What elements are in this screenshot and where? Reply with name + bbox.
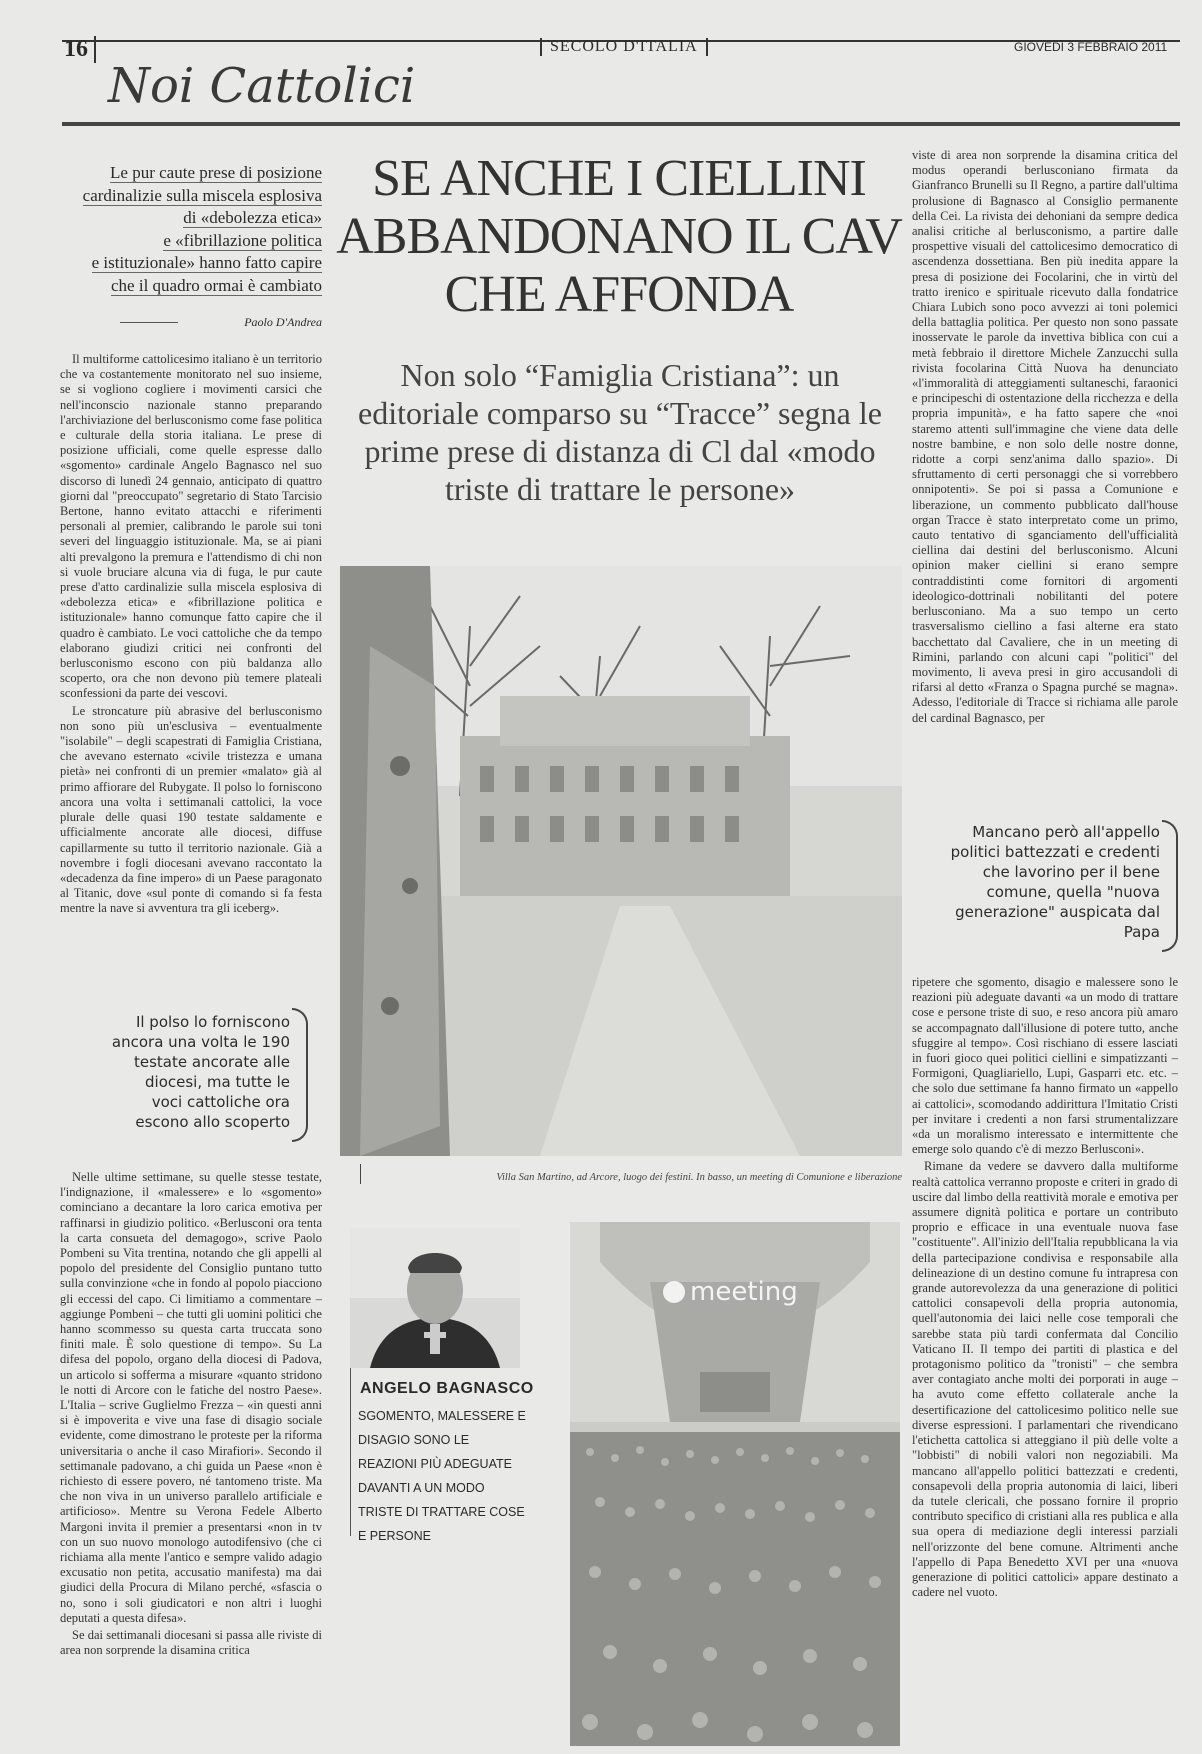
kicker-line: che il quadro ormai è cambiato (111, 275, 322, 295)
section-rule (62, 122, 1180, 126)
author-name: Paolo D'Andrea (244, 315, 322, 329)
kicker-line: cardinalizie sulla miscela esplosiva (82, 185, 322, 205)
section-title: Noi Cattolici (108, 58, 416, 114)
subheadline: Non solo “Famiglia Cristiana”: un editoriale comparso su “Tracce” segna le prime prese di distanza di Cl dal «modo triste di trattare le persone» (358, 357, 882, 507)
portrait-image (350, 1228, 520, 1368)
kicker-line: e «fibrillazione politica (163, 230, 322, 250)
pull-quote: Mancano però all'appello politici battezzati e credenti che lavorino per il bene comune, quella "nuova generazione" auspicata dal Papa (950, 823, 1160, 941)
dateline: GIOVEDÌ 3 FEBBRAIO 2011 (1014, 40, 1168, 54)
bagnasco-photo (350, 1228, 520, 1368)
meeting-image (570, 1222, 900, 1746)
pull-quote: Il polso lo forniscono ancora una volta le 190 testate ancorate alle diocesi, ma tutte le voci cattoliche ora escono allo scoperto (111, 1013, 290, 1131)
kicker-line: di «debolezza etica» (183, 208, 322, 227)
byline (180, 315, 322, 330)
kicker-line: e istituzionale» hanno fatto capire (91, 253, 322, 272)
kicker-line: Le pur caute prese di posizione (110, 163, 322, 182)
quote-speaker: ANGELO BAGNASCO (360, 1380, 534, 1397)
article-column-4-bottom (912, 975, 1178, 1602)
paragraph: ripetere che sgomento, disagio e malessere sono le reazioni più adeguate davanti «a un modo di trattare cose e persone triste di suo, e reso ancora più amaro se accompagnato dall'illusione di potere tutto, anche sfuggire al tempo». Così rischiano di essere lasciati in fuori gioco quei politici ciellini e simpatizzanti – Formigoni, Quagliariello, Lupi, Gasparri etc. etc. – che solo due settimane fa hanno firmato un «appello ai cattolici», scomodando addirittura l'Imitatio Cristi per invitare i credenti a non farsi strumentalizzare «da un moralismo interessato e intermittente che emerge solo quando c'è di mezzo Berlusconi». (912, 975, 1178, 1157)
masthead: SECOLO D'ITALIA (540, 38, 708, 56)
page-number: 16 (64, 36, 96, 63)
paragraph: Nelle ultime settimane, su quelle stesse testate, l'indignazione, il «malessere» e lo «sgomento» cominciano a decantare la loro carica emotiva per raffinarsi in giudizio politico. «Berlusconi ora tenta la carta consueta del demagogo», scrive Paolo Pombeni su Vita trentina, notando che gli appelli al popolo del presidente del Consiglio puntano tutto sulla convinzione «che in fondo al popolo piacciono gli eccessi del capo. Ci limitiamo a commentare – aggiunge Pombeni – che tutti gli uomini politici che hanno scommesso su questa carta truccata sono finiti male. È solo questione di tempo». Su La difesa del popolo, organo della diocesi di Padova, un articolo si sofferma a misurare «quanto stridono le notti di Arcore con le fatiche del nostro Paese». L'Italia – scrive Guglielmo Frezza – «in questi anni si è impoverita e vive una fase di disagio sociale evidente, come dimostrano le proteste per la riforma universitaria o anche il caso Mirafiori». Secondo il settimanale padovano, a chi guida un Paese «non è richiesto di essere povero, né tantomeno triste. Ma che non viva in un universo parallelo artificiale e artificioso». Mentre su Verona Fedele Alberto Margoni invita il premier a presentarsi «non in tv con un suo nuovo monologo autodifensivo (che ci richiama alla mente l'antico e sempre valido adagio excusatio non petita, accusatio manifesta) ma dai giudici della Procura di Milano perché, «sfascia o no, sono i soli giudicatori e non altri i luoghi deputati a questa difesa». (60, 1170, 322, 1625)
meeting-sign: meeting (690, 1277, 798, 1307)
paragraph: Le stroncature più abrasive del berlusconismo non sono più un'esclusiva – eventualmente "isolabile" – degli scapestrati di Famiglia Cristiana, che avevano esternato «civile tristezza e umana pietà» nei confronti di un premier «malato» già al primo affiorare del Rubygate. Il polso lo forniscono ancora una volta i settimanali cattolici, la voce plurale delle quasi 190 testate saldamente e ufficialmente ancorate alle diocesi, diffuse capillarmente su tutto il territorio nazionale. Già a novembre i fogli diocesani avevano raccontato la «decadenza da fine impero» di un Paese paragonato al Titanic, dove «sul ponte di comando si fa festa mentre la nave si avventura tra gli iceberg». (60, 703, 322, 916)
speaker-quote: SGOMENTO, MALESSERE E DISAGIO SONO LE REAZIONI PIÙ ADEGUATE DAVANTI A UN MODO TRISTE DI TRATTARE COSE E PERSONE (358, 1409, 526, 1543)
paragraph: Il multiforme cattolicesimo italiano è un territorio che va costantemente monitorato nel suo insieme, se si vogliono cogliere i movimenti carsici che nell'inconscio nazionale stanno preparando l'archiviazione del berlusconismo come fase politica e culturale della storia italiana. Le prese di posizione ufficiali, come quelle espresse dallo «sgomento» cardinale Angelo Bagnasco nel suo discorso di lunedì 24 gennaio, anticipato di quattro giorni dal "preoccupato" segretario di Stato Tarcisio Bertone, hanno evitato attacchi e riferimenti personali al premier, calibrando le parole sui toni severi del linguaggio istituzionale. Ma, se ai piani alti prevalgono la premura e l'attendismo di chi non si vuole bruciare alcuna via di fuga, le pur caute prese d'atto cardinalizie sulla miscela esplosiva di «debolezza etica» e «fibrillazione politica e istituzionale» hanno comunque fatto capire che il quadro è cambiato. Le voci cattoliche che da tempo elaborano giudizi critici nei confronti del berlusconismo escono con più baldanza allo scoperto, ora che non devono più temere plateali sconfessioni da parte dei vescovi. (60, 352, 322, 701)
article-column-1-bottom (60, 1170, 322, 1661)
villa-photo (340, 566, 902, 1156)
article-column-1 (60, 352, 322, 919)
paragraph: viste di area non sorprende la disamina critica del modus operandi berlusconiano firmata da Gianfranco Brunelli su Il Regno, a partire dall'ultima prolusione di Bagnasco al Consiglio permanente della Cei. La rivista dei dehoniani da sempre dedica analisi critiche al berlusconismo, a partire dalle prospettive visuali del cattolicesimo democratico di ascendenza dossettiana. Ben più inedita appare la presa di posizione dei Focolarini, che in virtù del tratto irenico e spirituale ricevuto dalla fondatrice Chiara Lubich sono poco avvezzi ai toni polemici della battaglia politica. Per questo non sono passate inosservate le parole da invettiva biblica con cui a metà febbraio il direttore Michele Zanzucchi sulla rivista focolarina Città Nuova ha denunciato «l'immoralità di atteggiamenti sultaneschi, faraonici e principeschi di ostentazione della ricchezza e della propria impunità», e ha fatto sapere che «noi staremo attenti sull'immagine che viene data delle nostre bambine, e non solo delle nostre donne, ridotte a corpi senz'anima dallo spazio». Di sfruttamento di certi personaggi che si vorrebbero onnipotenti». Se poi si passa a Comunione e liberazione, un commento pubblicato dall'house organ Tracce è stato interpretato come un primo, cauto tentativo di sganciamento dell'ufficialità ciellina dai destini del berlusconismo. Alcuni opinion maker ciellini si erano sempre contraddistinti come fornitori di argomenti ideologico-dottrinali nobilitanti del potere berlusconiano. Ma a suo tempo un certo trasversalismo ciellino a fasi alterne era stato bacchettato dal Cavaliere, che in un meeting di Rimini, parlando con alcuni capi "politici" del movimento, li aveva presi in giro accusandoli di rifarsi al detto «Franza o Spagna purché se magna». Adesso, l'editoriale di Tracce si richiama alle parole del cardinal Bagnasco, per (912, 148, 1178, 725)
photo-caption: Villa San Martino, ad Arcore, luogo dei festini. In basso, un meeting di Comunione e liberazione (356, 1172, 902, 1183)
paragraph: Se dai settimanali diocesani si passa alle riviste di area non sorprende la disamina critica (60, 1628, 322, 1658)
kicker (60, 162, 322, 297)
article-column-4 (912, 148, 1178, 728)
headline: SE ANCHE I CIELLINI ABBANDONANO IL CAV CHE AFFONDA (336, 150, 902, 323)
paragraph: Rimane da vedere se davvero dalla multiforme realtà cattolica verranno proposte e criteri in grado di uscire dal limbo della reattività morale e emotiva per assumere dignità politica e portare un contributo proprio e efficace in una eventuale nuova fase "costituente". All'inizio dell'Italia repubblicana la via della partecipazione condivisa e responsabile alla delineazione di un destino comune fu intrapresa con grande autorevolezza da una generazione di politici cattolici consapevoli della propria autonomia, quell'autonomia dei laici nelle cose temporali che sarebbe stata più tardi confermata dal Concilio Vaticano II. Il tempo dei partiti di plastica e del protagonismo politico da "tronisti" – che sembra aver contagiato anche molti dei porporati in auge – ha avuto come effetto collaterale anche la desertificazione del cattolicesimo politico nelle sue diverse espressioni. I parlamentari che rivendicano l'etichetta cattolica si atteggiano il più delle volte a "lobbisti" di nobili valori non negoziabili. Ma mancano all'appello politici battezzati e credenti, consapevoli della propria autonomia di laici, liberi da tutele clericali, che possano fornire il proprio contributo specifico di cristiani alla res publica e alla sua opera di mediazione degli interessi parziali nell'orizzonte del bene comune. Altrimenti anche l'appello di Papa Benedetto XVI per una «nuova generazione di politici cattolici» appare destinato a cadere nel vuoto. (912, 1159, 1178, 1600)
villa-image (340, 566, 902, 1156)
meeting-photo (570, 1222, 900, 1746)
